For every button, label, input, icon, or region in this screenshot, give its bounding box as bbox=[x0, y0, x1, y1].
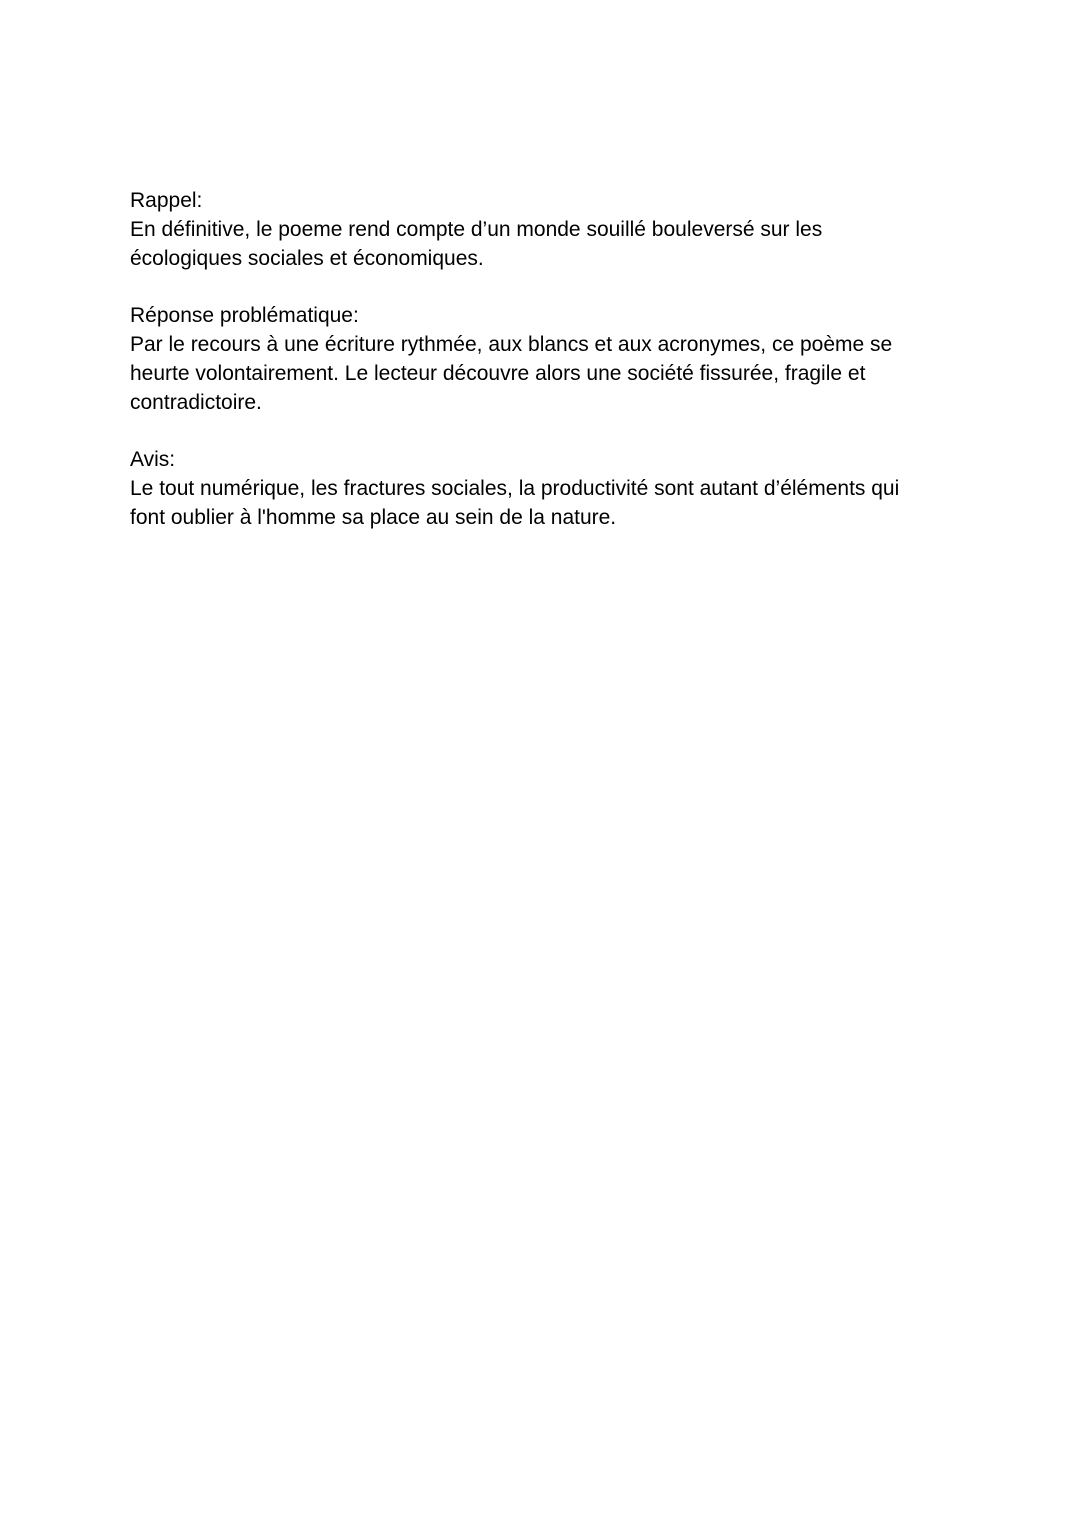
section-heading: Réponse problématique: bbox=[130, 304, 359, 327]
document-page bbox=[130, 186, 990, 560]
text-line: En définitive, le poeme rend compte d’un monde souillé bouleversé sur les bbox=[130, 218, 823, 241]
text-line: font oublier à l'homme sa place au sein de la nature. bbox=[130, 506, 617, 529]
text-line: écologiques sociales et économiques. bbox=[130, 247, 484, 270]
section-rappel bbox=[130, 186, 990, 273]
text-line: Par le recours à une écriture rythmée, aux blancs et aux acronymes, ce poème se bbox=[130, 333, 893, 356]
text-line: contradictoire. bbox=[130, 391, 262, 414]
section-heading: Rappel: bbox=[130, 189, 203, 212]
text-line: heurte volontairement. Le lecteur découvre alors une société fissurée, fragile et bbox=[130, 362, 866, 385]
section-heading: Avis: bbox=[130, 448, 176, 471]
text-line: Le tout numérique, les fractures sociales, la productivité sont autant d’éléments qui bbox=[130, 477, 900, 500]
section-avis bbox=[130, 445, 990, 532]
section-reponse-problematique bbox=[130, 301, 990, 417]
